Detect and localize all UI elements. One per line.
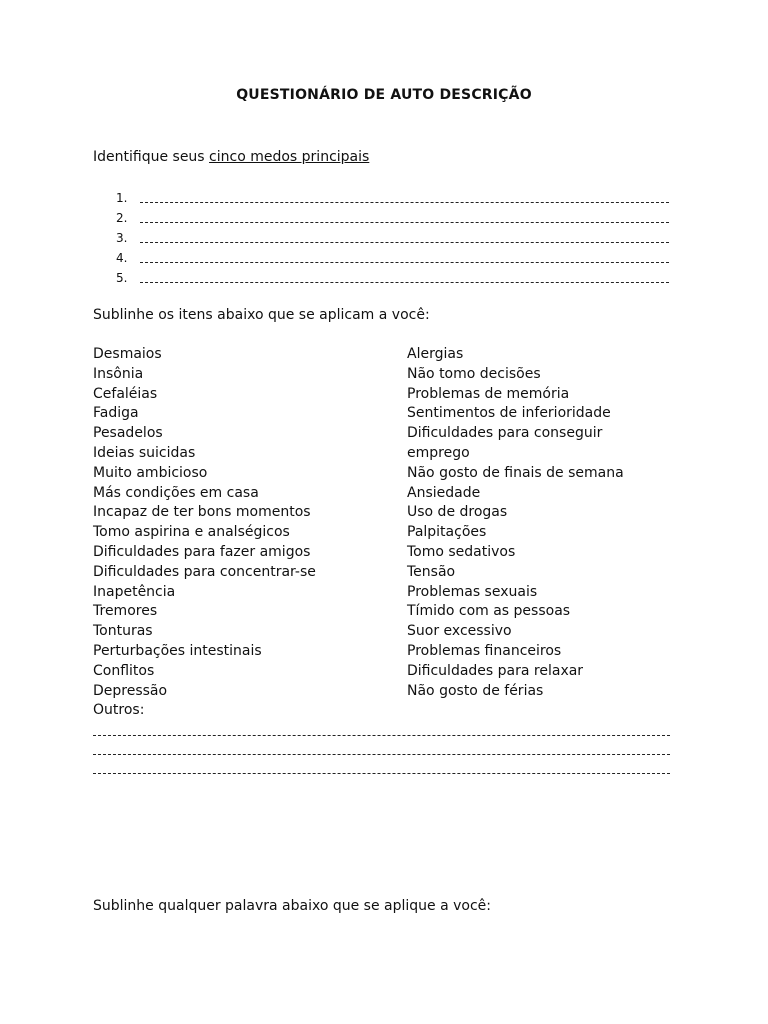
symptom-item[interactable]: Muito ambicioso: [93, 464, 208, 481]
symptom-item[interactable]: Não gosto de férias: [407, 682, 544, 699]
symptom-item[interactable]: Palpitações: [407, 524, 487, 541]
symptom-item[interactable]: Dificuldades para conseguir: [407, 425, 603, 442]
symptom-item[interactable]: Não tomo decisões: [407, 365, 541, 382]
symptom-item[interactable]: Sentimentos de inferioridade: [407, 405, 611, 422]
fear-answer-line[interactable]: [140, 222, 669, 223]
symptom-item[interactable]: Ansiedade: [407, 484, 481, 501]
symptom-item[interactable]: Desmaios: [93, 346, 162, 362]
fear-row-2: [93, 209, 673, 229]
symptom-item[interactable]: Cefaléias: [93, 385, 158, 402]
fear-row-3: [93, 229, 673, 249]
symptom-item[interactable]: Problemas de memória: [407, 385, 570, 402]
symptom-item[interactable]: Uso de drogas: [407, 504, 508, 521]
symptom-item[interactable]: emprego: [407, 444, 470, 461]
symptom-item[interactable]: Insônia: [93, 365, 144, 382]
symptom-item[interactable]: Alergias: [407, 346, 464, 362]
symptom-item[interactable]: Tremores: [93, 603, 158, 620]
symptom-item[interactable]: Más condições em casa: [93, 484, 259, 501]
symptom-item[interactable]: Inapetência: [93, 583, 176, 600]
symptom-item[interactable]: Tomo aspirina e analségicos: [93, 524, 290, 541]
word-prompt: Sublinhe qualquer palavra abaixo que se aplique a você:: [93, 898, 492, 914]
fear-row-1: [93, 189, 673, 209]
fear-number: 1.: [116, 191, 128, 205]
fear-answer-line[interactable]: [140, 202, 669, 203]
fear-answer-line[interactable]: [140, 242, 669, 243]
symptom-item[interactable]: Depressão: [93, 682, 168, 699]
fear-number: 5.: [116, 271, 128, 285]
others-answer-line[interactable]: [93, 754, 670, 755]
symptom-item[interactable]: Tensão: [407, 563, 456, 580]
fear-answer-line[interactable]: [140, 282, 669, 283]
fears-prompt-underlined: cinco medos principais: [209, 149, 370, 165]
fear-row-4: [93, 249, 673, 269]
fear-number: 2.: [116, 211, 128, 225]
symptom-item[interactable]: Conflitos: [93, 662, 155, 679]
symptom-item[interactable]: Problemas sexuais: [407, 583, 538, 600]
symptom-item[interactable]: Incapaz de ter bons momentos: [93, 504, 311, 521]
others-label: Outros:: [93, 702, 145, 719]
fear-number: 4.: [116, 251, 128, 265]
symptom-item[interactable]: Fadiga: [93, 405, 139, 422]
fear-answer-line[interactable]: [140, 262, 669, 263]
symptom-item[interactable]: Pesadelos: [93, 425, 163, 442]
fears-prompt-text: Identifique seus: [93, 149, 210, 165]
fear-row-5: [93, 269, 673, 289]
symptom-item[interactable]: Dificuldades para fazer amigos: [93, 543, 311, 560]
fear-number: 3.: [116, 231, 128, 245]
symptom-item[interactable]: Tímido com as pessoas: [407, 603, 571, 620]
page-title: QUESTIONÁRIO DE AUTO DESCRIÇÃO: [236, 87, 532, 103]
symptom-item[interactable]: Tomo sedativos: [407, 543, 516, 560]
symptom-item[interactable]: Problemas financeiros: [407, 642, 562, 659]
fears-list: [93, 189, 673, 289]
symptoms-left-column: [93, 345, 393, 721]
others-answer-line[interactable]: [93, 773, 670, 774]
symptom-item[interactable]: Não gosto de finais de semana: [407, 464, 624, 481]
fears-prompt: [93, 149, 369, 165]
symptom-item[interactable]: Tonturas: [93, 623, 153, 640]
others-answer-line[interactable]: [93, 735, 670, 736]
underline-prompt: Sublinhe os itens abaixo que se aplicam a você:: [93, 307, 430, 323]
symptom-item[interactable]: Perturbações intestinais: [93, 642, 262, 659]
symptoms-right-column: [407, 345, 687, 701]
symptom-item[interactable]: Dificuldades para relaxar: [407, 662, 584, 679]
symptom-item[interactable]: Suor excessivo: [407, 623, 512, 640]
symptom-item[interactable]: Dificuldades para concentrar-se: [93, 563, 316, 580]
symptom-item[interactable]: Ideias suicidas: [93, 444, 196, 461]
